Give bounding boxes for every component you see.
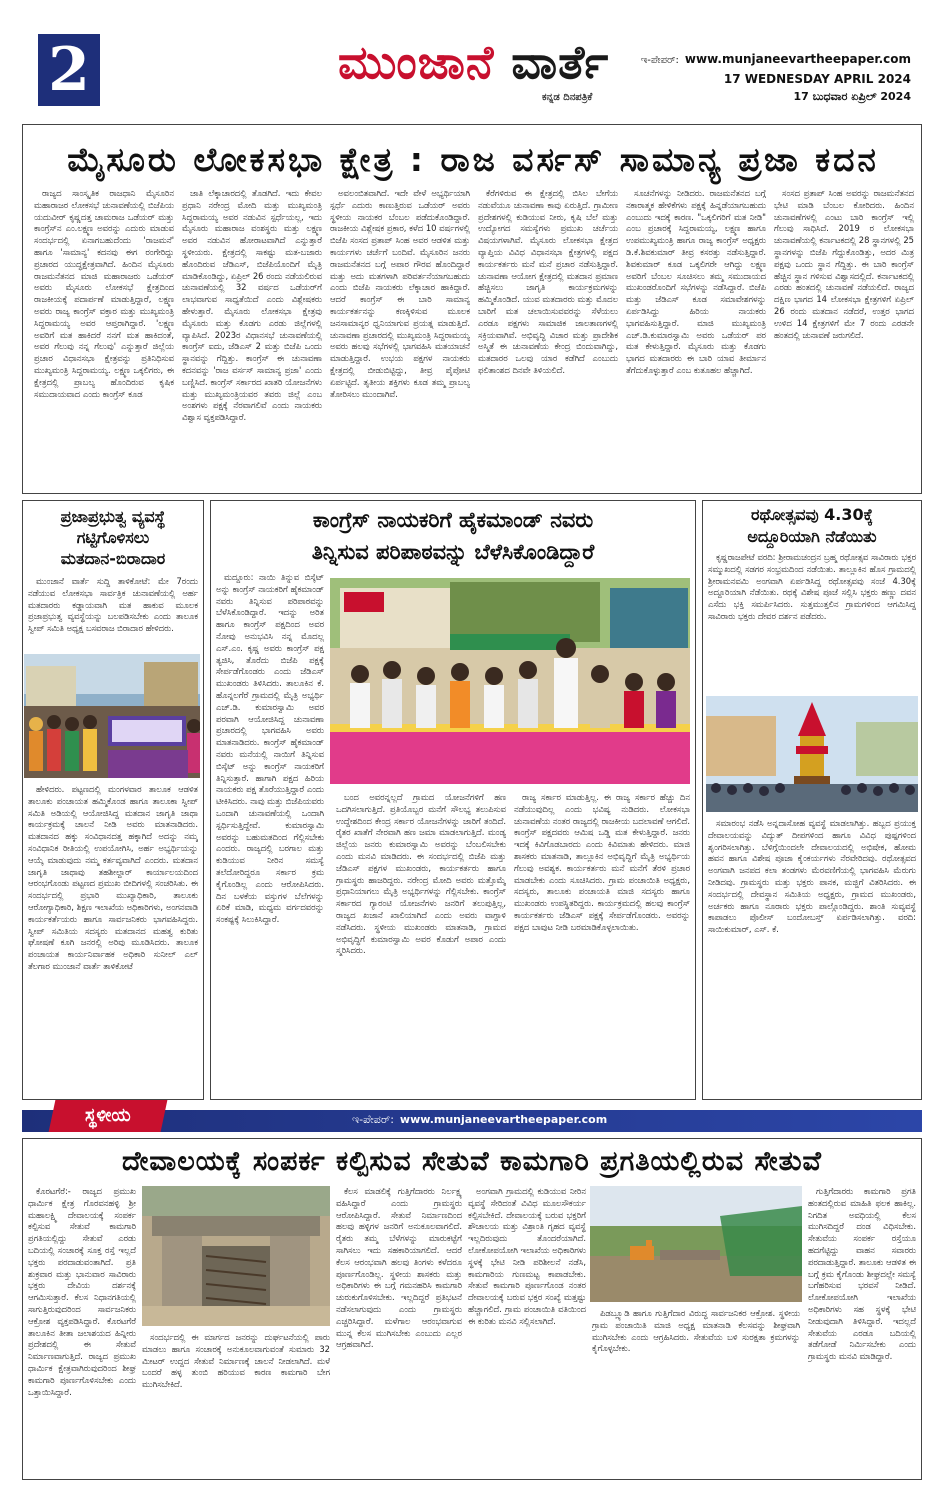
local-epaper-url[interactable]: www.munjaneevartheepaper.com bbox=[399, 1113, 608, 1126]
bridge-story-headline: ದೇವಾಲಯಕ್ಕೆ ಸಂಪರ್ಕ ಕಲ್ಪಿಸುವ ಸೇತುವೆ ಕಾಮಗಾರಿ ಪ್ರಗತಿಯಲ್ಲಿರುವ ಸೇತುವೆ bbox=[122, 1146, 822, 1177]
epaper-url[interactable]: www.munjaneevartheepaper.com bbox=[684, 52, 911, 66]
left-headline-line-2: ಗಟ್ಟಿಗೊಳಿಸಲು bbox=[76, 528, 150, 547]
local-section-bar bbox=[22, 1105, 922, 1132]
left-story-headline bbox=[26, 506, 200, 569]
bridge-construction-image bbox=[142, 1186, 330, 1326]
top-story-col-6: ಸಂಸದ ಪ್ರತಾಪ್ ಸಿಂಹ ಅವರನ್ನು ರಾಜಮನೆತನದ ಭೇಟಿ ಮಾಡಿ ಬೆಂಬಲ ಕೋರಿದರು. ಹಿಂದಿನ ಚುನಾವಣೆಗಳಲ್ಲಿ ಎಂಟು ಬಾರಿ ಕಾಂಗ್ರೆಸ್ ಇಲ್ಲಿ ಗೆಲುವು ಸಾಧಿಸಿದೆ. 2019 ರ ಲೋಕಸಭಾ ಚುನಾವಣೆಯಲ್ಲಿ ಕರ್ನಾಟಕದಲ್ಲಿ 28 ಸ್ಥಾನಗಳಲ್ಲಿ 25 ಸ್ಥಾನಗಳನ್ನು ಬಿಜೆಪಿ ಗೆದ್ದುಕೊಂಡಿತ್ತು, ಅದರ ಮಿತ್ರ ಪಕ್ಷವು ಒಂದು ಸ್ಥಾನ ಗೆದ್ದಿತ್ತು. ಈ ಬಾರಿ ಕಾಂಗ್ರೆಸ್ ಹೆಚ್ಚಿನ ಸ್ಥಾನ ಗಳಿಸುವ ವಿಶ್ವಾಸದಲ್ಲಿದೆ. ಕರ್ನಾಟಕದಲ್ಲಿ ಎರಡು ಹಂತದಲ್ಲಿ ಚುನಾವಣೆ ನಡೆಯಲಿದೆ. ರಾಜ್ಯದ ದಕ್ಷಿಣ ಭಾಗದ 14 ಲೋಕಸಭಾ ಕ್ಷೇತ್ರಗಳಿಗೆ ಏಪ್ರಿಲ್ 26 ರಂದು ಮತದಾನ ನಡೆದರೆ, ಉತ್ತರ ಭಾಗದ ಉಳಿದ 14 ಕ್ಷೇತ್ರಗಳಿಗೆ ಮೇ 7 ರಂದು ಎರಡನೇ ಹಂತದಲ್ಲಿ ಚುನಾವಣೆ ಜರುಗಲಿದೆ. bbox=[774, 188, 914, 340]
campaign-meeting-photo bbox=[330, 578, 690, 784]
top-story-col-5: ಸೂಚನೆಗಳನ್ನು ನೀಡಿದರು. ರಾಜಮನೆತನದ ಬಗ್ಗೆ ನಕಾರಾತ್ಮಕ ಹೇಳಿಕೆಗಳು ಪಕ್ಷಕ್ಕೆ ಹಿನ್ನಡೆಯಾಗಬಹುದು ಎಂಬುದು ಇದಕ್ಕೆ ಕಾರಣ. "ಒಕ್ಕಲಿಗರಿಗೆ ಮತ ನೀಡಿ" ಎಂಬ ಪ್ರಚಾರಕ್ಕೆ ಸಿದ್ದರಾಮಯ್ಯ, ಲಕ್ಷ್ಮಣ ಹಾಗೂ ಉಪಮುಖ್ಯಮಂತ್ರಿ ಹಾಗೂ ರಾಜ್ಯ ಕಾಂಗ್ರೆಸ್ ಅಧ್ಯಕ್ಷರು ಡಿ.ಕೆ.ಶಿವಕುಮಾರ್ ತೀವ್ರ ಕಸರತ್ತು ನಡೆಸುತ್ತಿದ್ದಾರೆ. ಶಿವಕುಮಾರ್ ಕೂಡ ಒಕ್ಕಲಿಗರೇ ಆಗಿದ್ದು ಲಕ್ಷ್ಮಣ ಅವರಿಗೆ ಬೆಂಬಲ ಸೂಚಿಸಲು ತಮ್ಮ ಸಮುದಾಯದ ಮುಖಂಡರೊಂದಿಗೆ ಸಭೆಗಳನ್ನು ನಡೆಸಿದ್ದಾರೆ. ಬಿಜೆಪಿ ಮತ್ತು ಜೆಡಿಎಸ್ ಕೂಡ ಸಮಾವೇಶಗಳನ್ನು ಏರ್ಪಡಿಸಿದ್ದು ಹಿರಿಯ ನಾಯಕರು ಭಾಗವಹಿಸುತ್ತಿದ್ದಾರೆ. ಮಾಜಿ ಮುಖ್ಯಮಂತ್ರಿ ಎಚ್.ಡಿ.ಕುಮಾರಸ್ವಾಮಿ ಅವರು ಒಡೆಯರ್ ಪರ ಮತ ಕೇಳುತ್ತಿದ್ದಾರೆ. ಮೈಸೂರು ಮತ್ತು ಕೊಡಗು ಭಾಗದ ಮತದಾರರು ಈ ಬಾರಿ ಯಾವ ತೀರ್ಮಾನ ತೆಗೆದುಕೊಳ್ಳುತ್ತಾರೆ ಎಂಬ ಕುತೂಹಲ ಹೆಚ್ಚಾಗಿದೆ. bbox=[626, 188, 766, 375]
bridge-story-col-4: ಅಂಗವಾಗಿ ಗ್ರಾಮದಲ್ಲಿ ಕುಡಿಯುವ ನೀರಿನ ವ್ಯವಸ್ಥೆ ಸೇರಿದಂತೆ ವಿವಿಧ ಮೂಲಸೌಕರ್ಯ ಕಲ್ಪಿಸಬೇಕಿದೆ. ದೇವಾಲಯಕ್ಕೆ ಬರುವ ಭಕ್ತರಿಗೆ ಶೌಚಾಲಯ ಮತ್ತು ವಿಶ್ರಾಂತಿ ಗೃಹದ ವ್ಯವಸ್ಥೆ ಇಲ್ಲದಿರುವುದು ತೊಂದರೆಯಾಗಿದೆ. ಲೋಕೋಪಯೋಗಿ ಇಲಾಖೆಯ ಅಧಿಕಾರಿಗಳು ಸ್ಥಳಕ್ಕೆ ಭೇಟಿ ನೀಡಿ ಪರಿಶೀಲನೆ ನಡೆಸಿ, ಕಾಮಗಾರಿಯ ಗುಣಮಟ್ಟ ಕಾಪಾಡಬೇಕು. ಸೇತುವೆ ಕಾಮಗಾರಿ ಪೂರ್ಣಗೊಂಡ ನಂತರ ದೇವಾಲಯಕ್ಕೆ ಬರುವ ಭಕ್ತರ ಸಂಖ್ಯೆ ಮತ್ತಷ್ಟು ಹೆಚ್ಚಾಗಲಿದೆ. ಗ್ರಾಮ ಪಂಚಾಯಿತಿ ವತಿಯಿಂದ ಈ ಕುರಿತು ಮನವಿ ಸಲ್ಲಿಸಲಾಗಿದೆ. bbox=[468, 1186, 586, 1326]
center-story-col-b: ರಾಜ್ಯ ಸರ್ಕಾರ ಮಾಡುತ್ತಿಲ್ಲ. ಈ ರಾಜ್ಯ ಸರ್ಕಾರ ಹೆಚ್ಚು ದಿನ ನಡೆಯುವುದಿಲ್ಲ ಎಂದು ಭವಿಷ್ಯ ನುಡಿದರು. ಲೋಕಸಭಾ ಚುನಾವಣೆಯ ನಂತರ ರಾಜ್ಯದಲ್ಲಿ ರಾಜಕೀಯ ಬದಲಾವಣೆ ಆಗಲಿದೆ. ಕಾಂಗ್ರೆಸ್ ಪಕ್ಷದವರು ಆಮಿಷ ಒಡ್ಡಿ ಮತ ಕೇಳುತ್ತಿದ್ದಾರೆ. ಜನರು ಇದಕ್ಕೆ ಕಿವಿಗೊಡಬಾರದು ಎಂದು ಕಿವಿಮಾತು ಹೇಳಿದರು. ಮಾಜಿ ಶಾಸಕರು ಮಾತನಾಡಿ, ತಾಲ್ಲೂಕಿನ ಅಭಿವೃದ್ಧಿಗೆ ಮೈತ್ರಿ ಅಭ್ಯರ್ಥಿಯ ಗೆಲುವು ಅವಶ್ಯಕ. ಕಾರ್ಯಕರ್ತರು ಮನೆ ಮನೆಗೆ ತೆರಳಿ ಪ್ರಚಾರ ಮಾಡಬೇಕು ಎಂದು ಸೂಚಿಸಿದರು. ಗ್ರಾಮ ಪಂಚಾಯಿತಿ ಅಧ್ಯಕ್ಷರು, ಸದಸ್ಯರು, ತಾಲೂಕು ಪಂಚಾಯತಿ ಮಾಜಿ ಸದಸ್ಯರು ಹಾಗೂ ಮುಖಂಡರು ಉಪಸ್ಥಿತರಿದ್ದರು. ಕಾರ್ಯಕ್ರಮದಲ್ಲಿ ಹಲವು ಕಾಂಗ್ರೆಸ್ ಕಾರ್ಯಕರ್ತರು ಜೆಡಿಎಸ್ ಪಕ್ಷಕ್ಕೆ ಸೇರ್ಪಡೆಗೊಂಡರು. ಅವರನ್ನು ಪಕ್ಷದ ಬಾವುಟ ನೀಡಿ ಬರಮಾಡಿಕೊಳ್ಳಲಾಯಿತು. bbox=[514, 792, 690, 932]
epaper-label: ಇ-ಪೇಪರ್: bbox=[640, 55, 679, 66]
voter-rally-photo bbox=[24, 654, 200, 778]
center-headline-line-1: ಕಾಂಗ್ರೆಸ್ ನಾಯಕರಿಗೆ ಹೈಕಮಾಂಡ್ ನವರು bbox=[312, 508, 594, 532]
top-story-col-3: ಅವಲಂಬಿತವಾಗಿದೆ. ಇದೇ ವೇಳೆ ಅಭ್ಯರ್ಥಿಯಾಗಿ ಸ್ಪರ್ಧೆ ಎದುರು ಕಾಣುತ್ತಿರುವ ಒಡೆಯರ್ ಅವರು ಸ್ಥಳೀಯ ನಾಯಕರ ಬೆಂಬಲ ಪಡೆದುಕೊಂಡಿದ್ದಾರೆ. ರಾಜಕೀಯ ವಿಶ್ಲೇಷಕ ಪ್ರಕಾರ, ಕಳೆದ 10 ವರ್ಷಗಳಲ್ಲಿ ಬಿಜೆಪಿ ಸಂಸದ ಪ್ರತಾಪ್ ಸಿಂಹ ಅವರ ಆಡಳಿತ ಮತ್ತು ಕಾರ್ಯಗಳು ಚರ್ಚೆಗೆ ಬಂದಿವೆ. ಮೈಸೂರಿನ ಜನರು ರಾಜಮನೆತನದ ಬಗ್ಗೆ ಅಪಾರ ಗೌರವ ಹೊಂದಿದ್ದಾರೆ ಮತ್ತು ಅದು ಮತಗಳಾಗಿ ಪರಿವರ್ತನೆಯಾಗಬಹುದು ಎಂದು ಬಿಜೆಪಿ ನಾಯಕರು ಲೆಕ್ಕಾಚಾರ ಹಾಕಿದ್ದಾರೆ. ಆದರೆ ಕಾಂಗ್ರೆಸ್ ಈ ಬಾರಿ ಸಾಮಾನ್ಯ ಕಾರ್ಯಕರ್ತನನ್ನು ಕಣಕ್ಕಿಳಿಸುವ ಮೂಲಕ ಜನಸಾಮಾನ್ಯರ ಧ್ವನಿಯಾಗುವ ಪ್ರಯತ್ನ ಮಾಡುತ್ತಿದೆ. ಚುನಾವಣಾ ಪ್ರಚಾರದಲ್ಲಿ ಮುಖ್ಯಮಂತ್ರಿ ಸಿದ್ದರಾಮಯ್ಯ ಅವರು ಹಲವು ಸಭೆಗಳಲ್ಲಿ ಭಾಗವಹಿಸಿ ಮತಯಾಚನೆ ಮಾಡುತ್ತಿದ್ದಾರೆ. ಉಭಯ ಪಕ್ಷಗಳ ನಾಯಕರು ಕ್ಷೇತ್ರದಲ್ಲಿ ಬೀಡುಬಿಟ್ಟಿದ್ದು, ತೀವ್ರ ಪೈಪೋಟಿ ಏರ್ಪಟ್ಟಿದೆ. ತೃತೀಯ ಶಕ್ತಿಗಳು ಕೂಡ ತಮ್ಮ ಪ್ರಾಬಲ್ಯ ತೋರಿಸಲು ಮುಂದಾಗಿವೆ. bbox=[330, 188, 470, 399]
right-story-body: ಸಮಾರಂಭ ನಡೆಸಿ ಅನ್ನದಾಸೋಹ ವ್ಯವಸ್ಥೆ ಮಾಡಲಾಗಿತ್ತು. ಹಬ್ಬದ ಪ್ರಯುಕ್ತ ದೇವಾಲಯವನ್ನು ವಿದ್ಯುತ್ ದೀಪಗಳಿಂದ ಹಾಗೂ ವಿವಿಧ ಪುಷ್ಪಗಳಿಂದ ಶೃಂಗರಿಸಲಾಗಿತ್ತು. ಬೆಳಿಗ್ಗೆಯಿಂದಲೇ ದೇವಾಲಯದಲ್ಲಿ ಅಭಿಷೇಕ, ಹೋಮ ಹವನ ಹಾಗೂ ವಿಶೇಷ ಪೂಜಾ ಕೈಂಕರ್ಯಗಳು ನೆರವೇರಿದವು. ರಥೋತ್ಸವದ ಅಂಗವಾಗಿ ಜನಪದ ಕಲಾ ತಂಡಗಳು ಮೆರವಣಿಗೆಯಲ್ಲಿ ಭಾಗವಹಿಸಿ ಮೆರುಗು ನೀಡಿದವು. ಗ್ರಾಮಸ್ಥರು ಮತ್ತು ಭಕ್ತರು ಪಾನಕ, ಮಜ್ಜಿಗೆ ವಿತರಿಸಿದರು. ಈ ಸಂದರ್ಭದಲ್ಲಿ ದೇವಸ್ಥಾನ ಸಮಿತಿಯ ಅಧ್ಯಕ್ಷರು, ಗ್ರಾಮದ ಮುಖಂಡರು, ಅರ್ಚಕರು ಹಾಗೂ ನೂರಾರು ಭಕ್ತರು ಪಾಲ್ಗೊಂಡಿದ್ದರು. ಶಾಂತಿ ಸುವ್ಯವಸ್ಥೆ ಕಾಪಾಡಲು ಪೊಲೀಸ್ ಬಂದೋಬಸ್ತ್ ಏರ್ಪಡಿಸಲಾಗಿತ್ತು. ವರದಿ: ಸಾಯಿಕುಮಾರ್, ಎಸ್. ಕೆ. bbox=[708, 818, 916, 935]
masthead-part2: ವಾರ್ತೆ bbox=[511, 35, 610, 89]
bridge-story-col-3: ಕೆಲಸ ಮಾಡಲಿಕ್ಕೆ ಗುತ್ತಿಗೆದಾರರು ನಿರ್ಲಕ್ಷ್ಯ ವಹಿಸಿದ್ದಾರೆ ಎಂದು ಗ್ರಾಮಸ್ಥರು ಆರೋಪಿಸಿದ್ದಾರೆ. ಸೇತುವೆ ನಿರ್ಮಾಣದಿಂದ ಹಲವು ಹಳ್ಳಿಗಳ ಜನರಿಗೆ ಅನುಕೂಲವಾಗಲಿದೆ. ರೈತರು ತಮ್ಮ ಬೆಳೆಗಳನ್ನು ಮಾರುಕಟ್ಟೆಗೆ ಸಾಗಿಸಲು ಇದು ಸಹಕಾರಿಯಾಗಲಿದೆ. ಆದರೆ ಕೆಲಸ ಆರಂಭವಾಗಿ ಹಲವು ತಿಂಗಳು ಕಳೆದರೂ ಪೂರ್ಣಗೊಂಡಿಲ್ಲ. ಸ್ಥಳೀಯ ಶಾಸಕರು ಮತ್ತು ಅಧಿಕಾರಿಗಳು ಈ ಬಗ್ಗೆ ಗಮನಹರಿಸಿ ಕಾಮಗಾರಿ ಚುರುಕುಗೊಳಿಸಬೇಕು. ಇಲ್ಲದಿದ್ದರೆ ಪ್ರತಿಭಟನೆ ನಡೆಸಲಾಗುವುದು ಎಂದು ಗ್ರಾಮಸ್ಥರು ಎಚ್ಚರಿಸಿದ್ದಾರೆ. ಮಳೆಗಾಲ ಆರಂಭವಾಗುವ ಮುನ್ನ ಕೆಲಸ ಮುಗಿಸಬೇಕು ಎಂಬುದು ಎಲ್ಲರ ಆಗ್ರಹವಾಗಿದೆ. bbox=[336, 1186, 462, 1350]
left-story-body: ಹೇಳಿದರು. ಪಟ್ಟಣದಲ್ಲಿ ಮಂಗಳವಾರ ತಾಲೂಕ ಆಡಳಿತ ತಾಲೂಕು ಪಂಚಾಯತ ಹಮ್ಮಿಕೊಂಡ ಹಾಗೂ ತಾಲೂಕಾ ಸ್ವೀಪ್ ಸಮಿತಿ ಅಡಿಯಲ್ಲಿ ಆಯೋಜಿಸಿದ್ದ ಮತದಾನ ಜಾಗೃತಿ ಜಾಥಾ ಕಾರ್ಯಕ್ರಮಕ್ಕೆ ಚಾಲನೆ ನೀಡಿ ಅವರು ಮಾತನಾಡಿದರು. ಮತದಾನದ ಹಕ್ಕು ಸಂವಿಧಾನದತ್ತ ಹಕ್ಕಾಗಿದೆ ಅದನ್ನು ನಮ್ಮ ಸಂವಿಧಾನಿಕ ರೀತಿಯಲ್ಲಿ ಉಪಯೋಗಿಸಿ, ಅರ್ಹ ಅಭ್ಯರ್ಥಿಯನ್ನು ಆಯ್ಕೆ ಮಾಡುವುದು ನಮ್ಮ ಕರ್ತವ್ಯವಾಗಿದೆ ಎಂದರು. ಮತದಾನ ಜಾಗೃತಿ ಜಾಥಾವು ತಹಶೀಲ್ದಾರ್ ಕಾರ್ಯಾಲಯದಿಂದ ಆರಂಭಗೊಂಡು ಪಟ್ಟಣದ ಪ್ರಮುಖ ಬೀದಿಗಳಲ್ಲಿ ಸಂಚರಿಸಿತು. ಈ ಸಂದರ್ಭದಲ್ಲಿ ಪ್ರಭಾರಿ ಮುಖ್ಯಾಧಿಕಾರಿ, ತಾಲೂಕು ಆರೋಗ್ಯಾಧಿಕಾರಿ, ಶಿಕ್ಷಣ ಇಲಾಖೆಯ ಅಧಿಕಾರಿಗಳು, ಅಂಗನವಾಡಿ ಕಾರ್ಯಕರ್ತೆಯರು ಹಾಗೂ ಸಾರ್ವಜನಿಕರು ಭಾಗವಹಿಸಿದ್ದರು. ಸ್ವೀಪ್ ಸಮಿತಿಯ ಸದಸ್ಯರು ಮತದಾನದ ಮಹತ್ವ ಕುರಿತು ಘೋಷಣೆ ಕೂಗಿ ಜನರಲ್ಲಿ ಅರಿವು ಮೂಡಿಸಿದರು. ತಾಲೂಕ ಪಂಚಾಯತ ಕಾರ್ಯನಿರ್ವಾಹಕ ಅಧಿಕಾರಿ ಸುನೀಲ್ ಎಲ್ ತೆಲಗಾರ ಮುಂಜಾನೆ ವಾರ್ತೆ ತಾಳಿಕೋಟೆ bbox=[28, 784, 198, 971]
top-story-headline: ಮೈಸೂರು ಲೋಕಸಭಾ ಕ್ಷೇತ್ರ : ರಾಜ ವರ್ಸಸ್ ಸಾಮಾನ್ಯ ಪ್ರಜಾ ಕದನ bbox=[67, 140, 879, 179]
top-story-col-2: ಜಾತಿ ಲೆಕ್ಕಾಚಾರದಲ್ಲಿ ತೊಡಗಿದೆ. ಇದು ಕೇವಲ ಪ್ರಧಾನಿ ನರೇಂದ್ರ ಮೋದಿ ಮತ್ತು ಮುಖ್ಯಮಂತ್ರಿ ಸಿದ್ದರಾಮಯ್ಯ ಅವರ ನಡುವಿನ ಸ್ಪರ್ಧೆಯಲ್ಲ, ಇದು ಮೈಸೂರು ಮಹಾರಾಜ ವಂಶಸ್ಥರು ಮತ್ತು ಲಕ್ಷ್ಮಣ ಅವರ ನಡುವಿನ ಹೋರಾಟವಾಗಿದೆ ಎನ್ನುತ್ತಾರೆ ಸ್ಥಳೀಯರು. ಕ್ಷೇತ್ರದಲ್ಲಿ ಸಾಕಷ್ಟು ಮತ-ಬಜಾರು ಹೊಂದಿರುವ ಜೆಡಿಎಸ್, ಬಿಜೆಪಿಯೊಂದಿಗೆ ಮೈತ್ರಿ ಮಾಡಿಕೊಂಡಿದ್ದು, ಏಪ್ರಿಲ್ 26 ರಂದು ನಡೆಯಲಿರುವ ಚುನಾವಣೆಯಲ್ಲಿ 32 ವರ್ಷದ ಒಡೆಯರ್‌ಗೆ ಲಾಭವಾಗುವ ಸಾಧ್ಯತೆಯಿದೆ ಎಂದು ವಿಶ್ಲೇಷಕರು ಹೇಳುತ್ತಾರೆ. ಮೈಸೂರು ಲೋಕಸಭಾ ಕ್ಷೇತ್ರವು ಮೈಸೂರು ಮತ್ತು ಕೊಡಗು ಎರಡು ಜಿಲ್ಲೆಗಳಲ್ಲಿ ವ್ಯಾಪಿಸಿದೆ. 2023ರ ವಿಧಾನಸಭೆ ಚುನಾವಣೆಯಲ್ಲಿ ಕಾಂಗ್ರೆಸ್ ಐದು, ಜೆಡಿಎಸ್ 2 ಮತ್ತು ಬಿಜೆಪಿ ಒಂದು ಸ್ಥಾನವನ್ನು ಗೆದ್ದಿತ್ತು. ಕಾಂಗ್ರೆಸ್ ಈ ಚುನಾವಣಾ ಕದನವನ್ನು 'ರಾಜ ವರ್ಸಸ್ ಸಾಮಾನ್ಯ ಪ್ರಜಾ' ಎಂದು ಬಣ್ಣಿಸಿದೆ. ಕಾಂಗ್ರೆಸ್ ಸರ್ಕಾರದ ಖಾತರಿ ಯೋಜನೆಗಳು ಮತ್ತು ಮುಖ್ಯಮಂತ್ರಿಯವರ ತವರು ಜಿಲ್ಲೆ ಎಂಬ ಅಂಶಗಳು ಪಕ್ಷಕ್ಕೆ ನೆರವಾಗಲಿವೆ ಎಂದು ನಾಯಕರು ವಿಶ್ವಾಸ ವ್ಯಕ್ತಪಡಿಸಿದ್ದಾರೆ. bbox=[182, 188, 322, 423]
bridge-story-col-6: ಗುತ್ತಿಗೆದಾರರು ಕಾಮಗಾರಿ ಪ್ರಗತಿ ಹಂತದಲ್ಲಿರುವ ಮಾಹಿತಿ ಫಲಕ ಹಾಕಿಲ್ಲ. ನಿಗದಿತ ಅವಧಿಯಲ್ಲಿ ಕೆಲಸ ಮುಗಿಸದಿದ್ದರೆ ದಂಡ ವಿಧಿಸಬೇಕು. ಸೇತುವೆಯ ಸಂಪರ್ಕ ರಸ್ತೆಯೂ ಹದಗೆಟ್ಟಿದ್ದು ವಾಹನ ಸವಾರರು ಪರದಾಡುತ್ತಿದ್ದಾರೆ. ತಾಲೂಕು ಆಡಳಿತ ಈ ಬಗ್ಗೆ ಕ್ರಮ ಕೈಗೊಂಡು ಶೀಘ್ರದಲ್ಲೇ ಸಮಸ್ಯೆ ಬಗೆಹರಿಸುವ ಭರವಸೆ ನೀಡಿದೆ. ಲೋಕೋಪಯೋಗಿ ಇಲಾಖೆಯ ಅಧಿಕಾರಿಗಳು ಸಹ ಸ್ಥಳಕ್ಕೆ ಭೇಟಿ ನೀಡುವುದಾಗಿ ತಿಳಿಸಿದ್ದಾರೆ. ಇದಲ್ಲದೆ ಸೇತುವೆಯ ಎರಡೂ ಬದಿಯಲ್ಲಿ ತಡೆಗೋಡೆ ನಿರ್ಮಿಸಬೇಕು ಎಂದು ಗ್ರಾಮಸ್ಥರು ಮನವಿ ಮಾಡಿದ್ದಾರೆ. bbox=[808, 1186, 916, 1362]
center-headline-line-2: ತಿನ್ನಿಸುವ ಪರಿಪಾಠವನ್ನು ಬೆಳೆಸಿಕೊಂಡಿದ್ದಾರೆ bbox=[311, 540, 595, 564]
left-headline-line-1: ಪ್ರಜಾಪ್ರಭುತ್ವ ವ್ಯವಸ್ಥೆ bbox=[60, 507, 166, 526]
date-english: 17 WEDNESDAY APRIL 2024 bbox=[723, 72, 911, 86]
date-kannada: 17 ಬುಧವಾರ ಏಪ್ರಿಲ್ 2024 bbox=[793, 90, 911, 103]
masthead-part1: ಮುಂಜಾನೆ bbox=[338, 35, 495, 89]
bridge-site-photo bbox=[590, 1186, 802, 1302]
right-headline-line-2: ಅದ್ದೂರಿಯಾಗಿ ನೆಡೆಯಿತು bbox=[747, 527, 877, 546]
bridge-construction-photo bbox=[142, 1186, 330, 1326]
chariot-festival-image bbox=[706, 696, 918, 812]
left-headline-line-3: ಮತದಾನ-ಬಿರಾದಾರ bbox=[60, 549, 166, 568]
top-story-col-1: ರಾಜ್ಯದ ಸಾಂಸ್ಕೃತಿಕ ರಾಜಧಾನಿ ಮೈಸೂರಿನ ಮಹಾರಾಜರ ಲೋಕಸಭೆ ಚುನಾವಣೆಯಲ್ಲಿ ಬಿಜೆಪಿಯ ಯದುವೀರ್ ಕೃಷ್ಣದತ್ತ ಚಾಮರಾಜ ಒಡೆಯರ್ ಮತ್ತು ಕಾಂಗ್ರೆಸ್‌ನ ಎಂ.ಲಕ್ಷ್ಮಣ ಅವರನ್ನು ಎದುರು ಮಾಡುವ ಸಂದರ್ಭದಲ್ಲಿ ಏನಾಗಬಹುದೆಂದು 'ರಾಜಮನೆ' ಹಾಗೂ 'ಸಾಮಾನ್ಯ' ಕದನವು ಈಗ ರಂಗೇರಿದ್ದು ಪ್ರಚಾರದ ಯುದ್ಧಕ್ಷೇತ್ರವಾಗಿದೆ. ಹಿಂದಿನ ಮೈಸೂರು ರಾಜಮನೆತನದ ಮಾಜಿ ಮಹಾರಾಜರು ಒಡೆಯರ್ ಅವರು ಮೈಸೂರು ಲೋಕಸಭೆ ಕ್ಷೇತ್ರದಿಂದ ರಾಜಕೀಯಕ್ಕೆ ಪದಾರ್ಪಣೆ ಮಾಡುತ್ತಿದ್ದಾರೆ, ಲಕ್ಷ್ಮಣ ಅವರು ರಾಜ್ಯ ಕಾಂಗ್ರೆಸ್ ವಕ್ತಾರ ಮತ್ತು ಮುಖ್ಯಮಂತ್ರಿ ಸಿದ್ದರಾಮಯ್ಯ ಅವರ ಆಪ್ತರಾಗಿದ್ದಾರೆ. 'ಲಕ್ಷ್ಮಣ ಅವರಿಗೆ ಮತ ಹಾಕಿದರೆ ನನಗೆ ಮತ ಹಾಕಿದಂತೆ, ಅವರ ಗೆಲುವು ನನ್ನ ಗೆಲುವು' ಎನ್ನುತ್ತಾರೆ ಜಿಲ್ಲೆಯ ಪ್ರಚಾರ ವಿಧಾನಸಭಾ ಕ್ಷೇತ್ರವನ್ನು ಪ್ರತಿನಿಧಿಸುವ ಮುಖ್ಯಮಂತ್ರಿ ಸಿದ್ದರಾಮಯ್ಯ. ಲಕ್ಷ್ಮಣ ಒಕ್ಕಲಿಗರು, ಈ ಕ್ಷೇತ್ರದಲ್ಲಿ ಪ್ರಾಬಲ್ಯ ಹೊಂದಿರುವ ಕೃಷಿಕ ಸಮುದಾಯವಾದ ಎಂದು ಕಾಂಗ್ರೆಸ್ ಕೂಡ bbox=[34, 188, 174, 399]
bridge-story-col-1: ಕೊರಟಗೆರೆ:- ರಾಜ್ಯದ ಪ್ರಮುಖ ಧಾರ್ಮಿಕ ಕ್ಷೇತ್ರ ಗೊರವನಹಳ್ಳಿ ಶ್ರೀ ಮಹಾಲಕ್ಷ್ಮಿ ದೇವಾಲಯಕ್ಕೆ ಸಂಪರ್ಕ ಕಲ್ಪಿಸುವ ಸೇತುವೆ ಕಾಮಗಾರಿ ಪ್ರಗತಿಯಲ್ಲಿದ್ದು ಸೇತುವೆ ಎರಡು ಬದಿಯಲ್ಲಿ ಸಂಚಾರಕ್ಕೆ ಸೂಕ್ತ ರಸ್ತೆ ಇಲ್ಲದೆ ಭಕ್ತರು ಪರದಾಡುವಂತಾಗಿದೆ. ಪ್ರತಿ ಶುಕ್ರವಾರ ಮತ್ತು ಭಾನುವಾರ ಸಾವಿರಾರು ಭಕ್ತರು ದೇವಿಯ ದರ್ಶನಕ್ಕೆ ಆಗಮಿಸುತ್ತಾರೆ. ಕೆಲಸ ನಿಧಾನಗತಿಯಲ್ಲಿ ಸಾಗುತ್ತಿರುವುದರಿಂದ ಸಾರ್ವಜನಿಕರು ಆಕ್ರೋಶ ವ್ಯಕ್ತಪಡಿಸಿದ್ದಾರೆ. ಕೊರಟಗೆರೆ ತಾಲೂಕಿನ ತೀತಾ ಜಲಾಶಯದ ಹಿನ್ನೀರು ಪ್ರದೇಶದಲ್ಲಿ ಈ ಸೇತುವೆ ನಿರ್ಮಾಣವಾಗುತ್ತಿದೆ. ರಾಜ್ಯದ ಪ್ರಮುಖ ಧಾರ್ಮಿಕ ಕ್ಷೇತ್ರವಾಗಿರುವುದರಿಂದ ಶೀಘ್ರ ಕಾಮಗಾರಿ ಪೂರ್ಣಗೊಳಿಸಬೇಕು ಎಂದು ಒತ್ತಾಯಿಸಿದ್ದಾರೆ. bbox=[28, 1186, 136, 1397]
center-story-col-a: ಬಂದ ಅವರನ್ನಲ್ಲದೆ ಗ್ರಾಮದ ಯೋಜನೆಗಳಿಗೆ ಹಣ ಒದಗಿಸಲಾಗುತ್ತಿದೆ. ಪ್ರತಿಯೊಬ್ಬರ ಮನೆಗೆ ಸೌಲಭ್ಯ ತಲುಪಿಸುವ ಉದ್ದೇಶದಿಂದ ಕೇಂದ್ರ ಸರ್ಕಾರ ಯೋಜನೆಗಳನ್ನು ಜಾರಿಗೆ ತಂದಿದೆ. ರೈತರ ಖಾತೆಗೆ ನೇರವಾಗಿ ಹಣ ಜಮಾ ಮಾಡಲಾಗುತ್ತಿದೆ. ಮಂಡ್ಯ ಜಿಲ್ಲೆಯ ಜನರು ಕುಮಾರಸ್ವಾಮಿ ಅವರನ್ನು ಬೆಂಬಲಿಸಬೇಕು ಎಂದು ಮನವಿ ಮಾಡಿದರು. ಈ ಸಂದರ್ಭದಲ್ಲಿ ಬಿಜೆಪಿ ಮತ್ತು ಜೆಡಿಎಸ್ ಪಕ್ಷಗಳ ಮುಖಂಡರು, ಕಾರ್ಯಕರ್ತರು ಹಾಗೂ ಗ್ರಾಮಸ್ಥರು ಹಾಜರಿದ್ದರು. ನರೇಂದ್ರ ಮೋದಿ ಅವರು ಮತ್ತೊಮ್ಮೆ ಪ್ರಧಾನಿಯಾಗಲು ಮೈತ್ರಿ ಅಭ್ಯರ್ಥಿಗಳನ್ನು ಗೆಲ್ಲಿಸಬೇಕು. ಕಾಂಗ್ರೆಸ್ ಸರ್ಕಾರದ ಗ್ಯಾರಂಟಿ ಯೋಜನೆಗಳು ಜನರಿಗೆ ತಲುಪುತ್ತಿಲ್ಲ, ರಾಜ್ಯದ ಖಜಾನೆ ಖಾಲಿಯಾಗಿದೆ ಎಂದು ಅವರು ವಾಗ್ದಾಳಿ ನಡೆಸಿದರು. ಸ್ಥಳೀಯ ಮುಖಂಡರು ಮಾತನಾಡಿ, ಗ್ರಾಮದ ಅಭಿವೃದ್ಧಿಗೆ ಕುಮಾರಸ್ವಾಮಿ ಅವರ ಕೊಡುಗೆ ಅಪಾರ ಎಂದು ಸ್ಮರಿಸಿದರು. bbox=[336, 792, 506, 956]
local-epaper-label: ಇ-ಪೇಪರ್: bbox=[352, 1113, 394, 1126]
masthead-tagline: ಕನ್ನಡ ದಿನಪತ್ರಿಕೆ bbox=[542, 92, 593, 103]
local-epaper-link[interactable] bbox=[352, 1113, 607, 1127]
chariot-festival-photo bbox=[706, 696, 918, 812]
top-story-col-4: ಕೆರೆಗಳಿರುವ ಈ ಕ್ಷೇತ್ರದಲ್ಲಿ ಬಿಸಿಲ ಬೇಗೆಯ ನಡುವೆಯೂ ಚುನಾವಣಾ ಕಾವು ಏರುತ್ತಿದೆ. ಗ್ರಾಮೀಣ ಪ್ರದೇಶಗಳಲ್ಲಿ ಕುಡಿಯುವ ನೀರು, ಕೃಷಿ ಬೆಲೆ ಮತ್ತು ಉದ್ಯೋಗದ ಸಮಸ್ಯೆಗಳು ಪ್ರಮುಖ ಚರ್ಚೆಯ ವಿಷಯಗಳಾಗಿವೆ. ಮೈಸೂರು ಲೋಕಸಭಾ ಕ್ಷೇತ್ರದ ವ್ಯಾಪ್ತಿಯ ವಿವಿಧ ವಿಧಾನಸಭಾ ಕ್ಷೇತ್ರಗಳಲ್ಲಿ ಪಕ್ಷದ ಕಾರ್ಯಕರ್ತರು ಮನೆ ಮನೆ ಪ್ರಚಾರ ನಡೆಸುತ್ತಿದ್ದಾರೆ. ಚುನಾವಣಾ ಆಯೋಗ ಕ್ಷೇತ್ರದಲ್ಲಿ ಮತದಾನ ಪ್ರಮಾಣ ಹೆಚ್ಚಿಸಲು ಜಾಗೃತಿ ಕಾರ್ಯಕ್ರಮಗಳನ್ನು ಹಮ್ಮಿಕೊಂಡಿದೆ. ಯುವ ಮತದಾರರು ಮತ್ತು ಮೊದಲ ಬಾರಿಗೆ ಮತ ಚಲಾಯಿಸುವವರನ್ನು ಸೆಳೆಯಲು ಎರಡೂ ಪಕ್ಷಗಳು ಸಾಮಾಜಿಕ ಜಾಲತಾಣಗಳಲ್ಲಿ ಸಕ್ರಿಯವಾಗಿವೆ. ಅಭಿವೃದ್ಧಿ ವಿಚಾರ ಮತ್ತು ಪ್ರಾದೇಶಿಕ ಅಸ್ಮಿತೆ ಈ ಚುನಾವಣೆಯ ಕೇಂದ್ರ ಬಿಂದುವಾಗಿದ್ದು, ಮತದಾರರ ಒಲವು ಯಾರ ಕಡೆಗಿದೆ ಎಂಬುದು ಫಲಿತಾಂಶದ ದಿನವೇ ತಿಳಿಯಲಿದೆ. bbox=[478, 188, 618, 375]
epaper-link[interactable] bbox=[641, 52, 911, 66]
left-story-intro: ಮುಂಜಾನೆ ವಾರ್ತೆ ಸುದ್ದಿ ತಾಳಿಕೋಟೆ: ಮೇ 7ರಂದು ನಡೆಯುವ ಲೋಕಸಭಾ ಸಾರ್ವತ್ರಿಕ ಚುನಾವಣೆಯಲ್ಲಿ ಅರ್ಹ ಮತದಾರರು ಕಡ್ಡಾಯವಾಗಿ ಮತ ಹಾಕುವ ಮೂಲಕ ಪ್ರಜಾಪ್ರಭುತ್ವ ವ್ಯವಸ್ಥೆಯನ್ನು ಬಲಪಡಿಸಬೇಕು ಎಂದು ತಾಲೂಕ ಸ್ವೀಪ್ ಸಮಿತಿ ಅಧ್ಯಕ್ಷ ಬಸವರಾಜ ಬಿರಾದಾರ ಹೇಳಿದರು. bbox=[28, 576, 198, 634]
center-story-headline bbox=[214, 504, 692, 568]
bridge-photo-caption: ಸಂದರ್ಭದಲ್ಲಿ ಈ ಮಾರ್ಗದ ಜನರನ್ನು ದುರ್ಘಟನೆಯಲ್ಲಿ ಪಾರು ಮಾಡಲು ಹಾಗೂ ಸಂಚಾರಕ್ಕೆ ಅನುಕೂಲವಾಗುವಂತೆ ಸುಮಾರು 32 ಮೀಟರ್ ಉದ್ದದ ಸೇತುವೆ ನಿರ್ಮಾಣಕ್ಕೆ ಚಾಲನೆ ನೀಡಲಾಗಿದೆ. ಮಳೆ ಬಂದರೆ ಹಳ್ಳ ತುಂಬಿ ಹರಿಯುವ ಕಾರಣ ಕಾಮಗಾರಿ ಬೇಗ ಮುಗಿಸಬೇಕಿದೆ. bbox=[142, 1332, 330, 1390]
bridge-photo2-caption: ಪಿಡಬ್ಲ್ಯೂಡಿ ಹಾಗೂ ಗುತ್ತಿಗೆದಾರ ವಿರುದ್ಧ ಸಾರ್ವಜನಿಕರ ಆಕ್ರೋಶ. ಸ್ಥಳೀಯ ಗ್ರಾಮ ಪಂಚಾಯಿತಿ ಮಾಜಿ ಅಧ್ಯಕ್ಷ ಮಾತನಾಡಿ ಕೆಲಸವನ್ನು ಶೀಘ್ರವಾಗಿ ಮುಗಿಸಬೇಕು ಎಂದು ಆಗ್ರಹಿಸಿದರು. ಸೇತುವೆಯ ಬಳಿ ಸುರಕ್ಷತಾ ಕ್ರಮಗಳನ್ನು ಕೈಗೊಳ್ಳಬೇಕು. bbox=[592, 1308, 800, 1354]
bridge-site-image bbox=[590, 1186, 802, 1302]
right-story-headline bbox=[706, 504, 918, 548]
local-section-tag: ಸ್ಥಳೀಯ bbox=[49, 1100, 168, 1132]
campaign-meeting-image bbox=[330, 578, 690, 784]
newspaper-masthead bbox=[338, 30, 609, 94]
voter-rally-image bbox=[24, 654, 200, 778]
right-headline-line-1: ರಥೋತ್ಸವವು 4.30ಕ್ಕೆ bbox=[751, 505, 873, 524]
page-number: 2 bbox=[38, 34, 100, 106]
center-story-side-col: ಮದ್ದೂರು: ನಾಯಿ ತಿನ್ನುವ ಬಿಸ್ಕೆಟ್ ಅನ್ನು ಕಾಂಗ್ರೆಸ್ ನಾಯಕರಿಗೆ ಹೈಕಮಾಂಡ್ ನವರು ತಿನ್ನಿಸುವ ಪರಿಪಾಠವನ್ನು ಬೆಳೆಸಿಕೊಂಡಿದ್ದಾರೆ. ಇದನ್ನು ಅರಿತ ಹಾಗೂ ಕಾಂಗ್ರೆಸ್ ಪಕ್ಷದಿಂದ ಅವರ ನೋವು ಅನುಭವಿಸಿ ನನ್ನ ಮೊದಲ್ಲ ಎಸ್.ಎಂ. ಕೃಷ್ಣ ಅವರು ಕಾಂಗ್ರೆಸ್ ಪಕ್ಷ ತ್ಯಜಿಸಿ, ತೊರೆದು ಬಿಜೆಪಿ ಪಕ್ಷಕ್ಕೆ ಸೇರ್ಪಡೆಗೊಂಡರು ಎಂದು ಜೆಡಿಎಸ್ ಮುಖಂಡರು ತಿಳಿಸಿದರು. ತಾಲೂಕಿನ ಕೆ. ಹೊನ್ನಲಗೆರೆ ಗ್ರಾಮದಲ್ಲಿ ಮೈತ್ರಿ ಅಭ್ಯರ್ಥಿ ಎಚ್.ಡಿ. ಕುಮಾರಸ್ವಾಮಿ ಅವರ ಪರವಾಗಿ ಆಯೋಜಿಸಿದ್ದ ಚುನಾವಣಾ ಪ್ರಚಾರದಲ್ಲಿ ಭಾಗವಹಿಸಿ ಅವರು ಮಾತನಾಡಿದರು. ಕಾಂಗ್ರೆಸ್ ಹೈಕಮಾಂಡ್ ನವರು ಮನೆಯಲ್ಲಿ ನಾಯಿಗೆ ತಿನ್ನಿಸುವ ಬಿಸ್ಕೆಟ್ ಅನ್ನು ಕಾಂಗ್ರೆಸ್ ನಾಯಕರಿಗೆ ತಿನ್ನಿಸುತ್ತಾರೆ. ಹಾಗಾಗಿ ಪಕ್ಷದ ಹಿರಿಯ ನಾಯಕರು ಪಕ್ಷ ತೊರೆಯುತ್ತಿದ್ದಾರೆ ಎಂದು ಟೀಕಿಸಿದರು. ನಾವು ಮತ್ತು ಬಿಜೆಪಿಯವರು ಒಂದಾಗಿ ಚುನಾವಣೆಯಲ್ಲಿ ಒಂದಾಗಿ ಸ್ಪರ್ಧಿಸುತ್ತಿದ್ದೇವೆ. ಕುಮಾರಸ್ವಾಮಿ ಅವರನ್ನು ಬಹುಮತದಿಂದ ಗೆಲ್ಲಿಸಬೇಕು ಎಂದರು. ರಾಜ್ಯದಲ್ಲಿ ಬರಗಾಲ ಮತ್ತು ಕುಡಿಯುವ ನೀರಿನ ಸಮಸ್ಯೆ ತಲೆದೋರಿದ್ದರೂ ಸರ್ಕಾರ ಕ್ರಮ ಕೈಗೊಂಡಿಲ್ಲ ಎಂದು ಆರೋಪಿಸಿದರು. ದಿನ ಬಳಕೆಯ ವಸ್ತುಗಳ ಬೆಲೆಗಳನ್ನು ಏರಿಕೆ ಮಾಡಿ, ಮಧ್ಯಮ ವರ್ಗದವರನ್ನು ಸಂಕಷ್ಟಕ್ಕೆ ಸಿಲುಕಿಸಿದ್ದಾರೆ. bbox=[216, 572, 324, 925]
right-story-intro: ಕೃಷ್ಣರಾಜಪೇಟೆ ವರದಿ: ಶ್ರೀರಾಮಚಂದ್ರನ ಬ್ರಹ್ಮ ರಥೋತ್ಸವ ಸಾವಿರಾರು ಭಕ್ತರ ಸಮ್ಮುಖದಲ್ಲಿ ಸಡಗರ ಸಂಭ್ರಮದಿಂದ ನಡೆಯಿತು. ತಾಲ್ಲೂಕಿನ ಹೊಸ ಗ್ರಾಮದಲ್ಲಿ ಶ್ರೀರಾಮನವಮಿ ಅಂಗವಾಗಿ ಏರ್ಪಡಿಸಿದ್ದ ರಥೋತ್ಸವವು ಸಂಜೆ 4.30ಕ್ಕೆ ಅದ್ದೂರಿಯಾಗಿ ನೆಡೆಯಿತು. ರಥಕ್ಕೆ ವಿಶೇಷ ಪೂಜೆ ಸಲ್ಲಿಸಿ ಭಕ್ತರು ಹಣ್ಣು ದವನ ಎಸೆದು ಭಕ್ತಿ ಸಮರ್ಪಿಸಿದರು. ಸುತ್ತಮುತ್ತಲಿನ ಗ್ರಾಮಗಳಿಂದ ಆಗಮಿಸಿದ್ದ ಸಾವಿರಾರು ಭಕ್ತರು ದೇವರ ದರ್ಶನ ಪಡೆದರು. bbox=[708, 552, 916, 621]
